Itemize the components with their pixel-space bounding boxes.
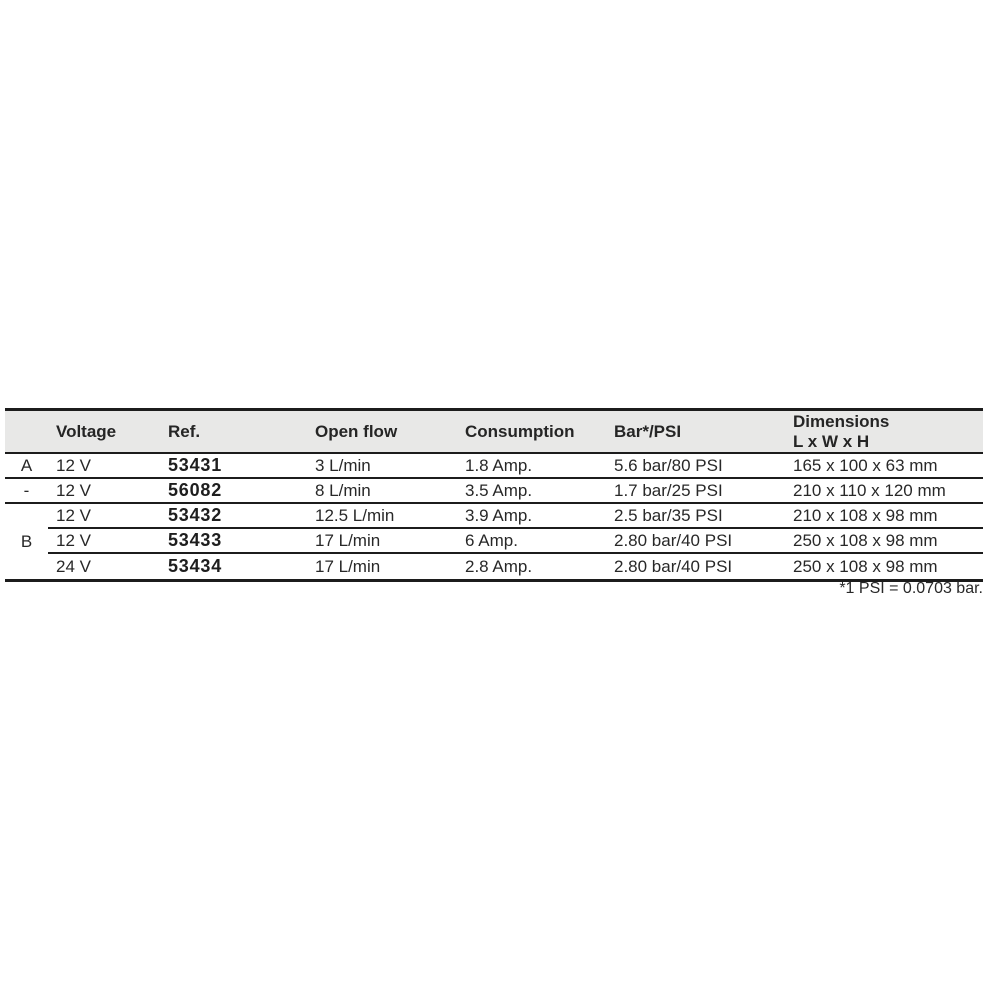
pump-spec-table xyxy=(5,408,983,582)
cell-bar-psi: 2.5 bar/35 PSI xyxy=(606,504,785,529)
header-ref: Ref. xyxy=(168,421,201,441)
group-label-b-spacer xyxy=(5,554,48,579)
group-label-a: A xyxy=(20,455,33,475)
header-bar-psi: Bar*/PSI xyxy=(614,421,682,441)
cell-dimensions: 250 x 108 x 98 mm xyxy=(785,529,983,554)
cell-ref: 53431 xyxy=(168,455,223,475)
header-dimensions-line2: L x W x H xyxy=(793,431,870,451)
cell-dimensions: 210 x 110 x 120 mm xyxy=(793,480,946,500)
table-row-dash xyxy=(5,479,983,504)
cell-ref: 56082 xyxy=(168,480,223,500)
cell-consumption: 6 Amp. xyxy=(457,529,606,554)
cell-dimensions: 250 x 108 x 98 mm xyxy=(793,556,938,576)
psi-conversion-footnote: *1 PSI = 0.0703 bar. xyxy=(839,580,983,597)
cell-dimensions: 210 x 108 x 98 mm xyxy=(785,504,983,529)
group-label-dash: - xyxy=(23,480,30,500)
header-open-flow: Open flow xyxy=(315,421,398,441)
cell-bar-psi: 1.7 bar/25 PSI xyxy=(614,480,723,500)
table-row-b2 xyxy=(5,529,983,554)
table-header-row xyxy=(5,411,983,454)
header-group-spacer xyxy=(5,411,48,452)
header-consumption: Consumption xyxy=(465,421,575,441)
cell-consumption: 3.5 Amp. xyxy=(465,480,533,500)
cell-voltage: 12 V xyxy=(48,504,160,529)
cell-consumption: 3.9 Amp. xyxy=(457,504,606,529)
cell-consumption: 1.8 Amp. xyxy=(465,455,533,475)
cell-voltage: 12 V xyxy=(56,455,91,475)
cell-consumption: 2.8 Amp. xyxy=(465,556,533,576)
cell-open-flow: 17 L/min xyxy=(315,556,381,576)
cell-open-flow: 8 L/min xyxy=(315,480,371,500)
cell-bar-psi: 2.80 bar/40 PSI xyxy=(606,529,785,554)
header-voltage: Voltage xyxy=(56,421,117,441)
cell-ref: 53433 xyxy=(160,529,307,554)
cell-ref: 53434 xyxy=(168,556,223,576)
cell-open-flow: 17 L/min xyxy=(307,529,457,554)
cell-bar-psi: 2.80 bar/40 PSI xyxy=(614,556,733,576)
table-row-a xyxy=(5,454,983,479)
table-row-b1 xyxy=(5,504,983,529)
cell-open-flow: 12.5 L/min xyxy=(307,504,457,529)
header-dimensions xyxy=(785,411,983,452)
header-dimensions-line1: Dimensions xyxy=(793,412,890,432)
cell-voltage: 12 V xyxy=(56,480,91,500)
cell-voltage: 12 V xyxy=(48,529,160,554)
cell-open-flow: 3 L/min xyxy=(315,455,371,475)
cell-bar-psi: 5.6 bar/80 PSI xyxy=(614,455,723,475)
cell-ref: 53432 xyxy=(160,504,307,529)
table-row-b3 xyxy=(5,554,983,579)
cell-voltage: 24 V xyxy=(56,556,91,576)
cell-dimensions: 165 x 100 x 63 mm xyxy=(793,455,938,475)
group-label-b: B xyxy=(20,531,33,551)
group-label-b-spacer xyxy=(5,504,48,529)
